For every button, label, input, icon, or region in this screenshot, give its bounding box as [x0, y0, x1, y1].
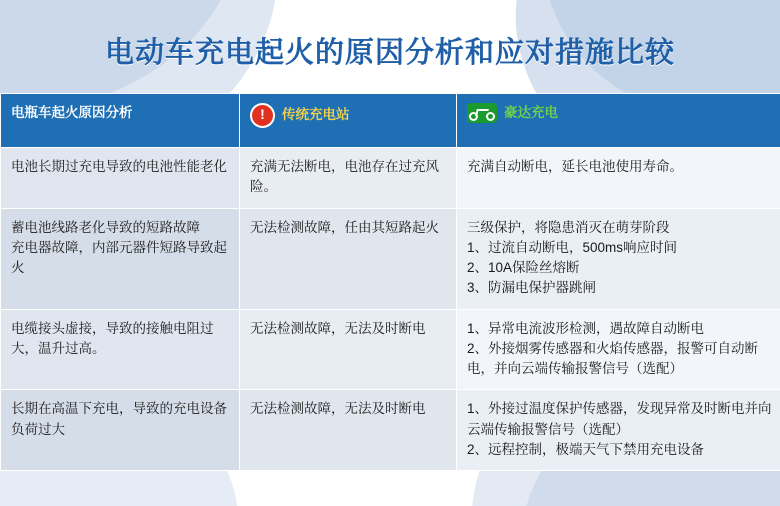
cell-new — [457, 148, 780, 209]
cell-line: 1、异常电流波形检测，遇故障自动断电 — [467, 320, 705, 336]
cell-cause — [1, 148, 240, 209]
cell-line: 无法检测故障，无法及时断电 — [250, 401, 426, 417]
column-header-new — [457, 94, 780, 148]
column-header-cause-label: 电瓶车起火原因分析 — [11, 105, 133, 120]
cell-cause — [1, 309, 240, 390]
table-row — [1, 390, 780, 471]
cell-new — [457, 390, 780, 471]
column-header-new-label: 豪达充电 — [504, 105, 558, 120]
cell-new — [457, 309, 780, 390]
table-row — [1, 309, 780, 390]
table-row — [1, 208, 780, 309]
cell-line: 无法检测故障，无法及时断电 — [250, 320, 426, 336]
comparison-table — [0, 93, 780, 471]
cell-traditional — [240, 390, 457, 471]
cell-line: 3、防漏电保护器跳闸 — [467, 280, 597, 296]
cell-line: 蓄电池线路老化导致的短路故障 — [11, 219, 200, 235]
warning-icon: ! — [250, 103, 275, 128]
cell-line: 2、外接烟雾传感器和火焰传感器，报警可自动断电，并向云端传输报警信号（选配） — [467, 340, 759, 376]
cell-line: 长期在高温下充电，导致的充电设备负荷过大 — [11, 401, 227, 437]
cell-line: 2、10A保险丝熔断 — [467, 260, 580, 275]
cell-line: 电池长期过充电导致的电池性能老化 — [11, 159, 227, 174]
page-title: 电动车充电起火的原因分析和应对措施比较 — [104, 37, 675, 69]
table-header-row — [1, 94, 780, 148]
cell-cause — [1, 208, 240, 309]
cell-line: 无法检测故障，任由其短路起火 — [250, 219, 439, 235]
cell-traditional — [240, 208, 457, 309]
cell-line: 充电器故障，内部元器件短路导致起火 — [11, 239, 227, 275]
electric-bike-icon — [467, 103, 497, 123]
column-header-traditional-label: 传统充电站 — [282, 107, 350, 123]
cell-line: 三级保护，将隐患消灭在萌芽阶段 — [467, 219, 670, 235]
cell-line: 电缆接头虚接，导致的接触电阻过大，温升过高。 — [11, 320, 214, 356]
cell-line: 2、远程控制，极端天气下禁用充电设备 — [467, 441, 705, 457]
column-header-traditional — [240, 94, 457, 148]
cell-traditional — [240, 148, 457, 209]
cell-traditional — [240, 309, 457, 390]
cell-line: 1、外接过温度保护传感器，发现异常及时断电并向云端传输报警信号（选配） — [467, 401, 772, 437]
cell-line: 1、过流自动断电，500ms响应时间 — [467, 239, 678, 255]
cell-cause — [1, 390, 240, 471]
cell-line: 充满无法断电，电池存在过充风险。 — [250, 159, 439, 195]
table-body — [1, 148, 780, 471]
cell-new — [457, 208, 780, 309]
table-header — [1, 94, 780, 148]
cell-line: 充满自动断电，延长电池使用寿命。 — [467, 159, 683, 174]
table-row — [1, 148, 780, 209]
column-header-cause — [1, 94, 240, 148]
